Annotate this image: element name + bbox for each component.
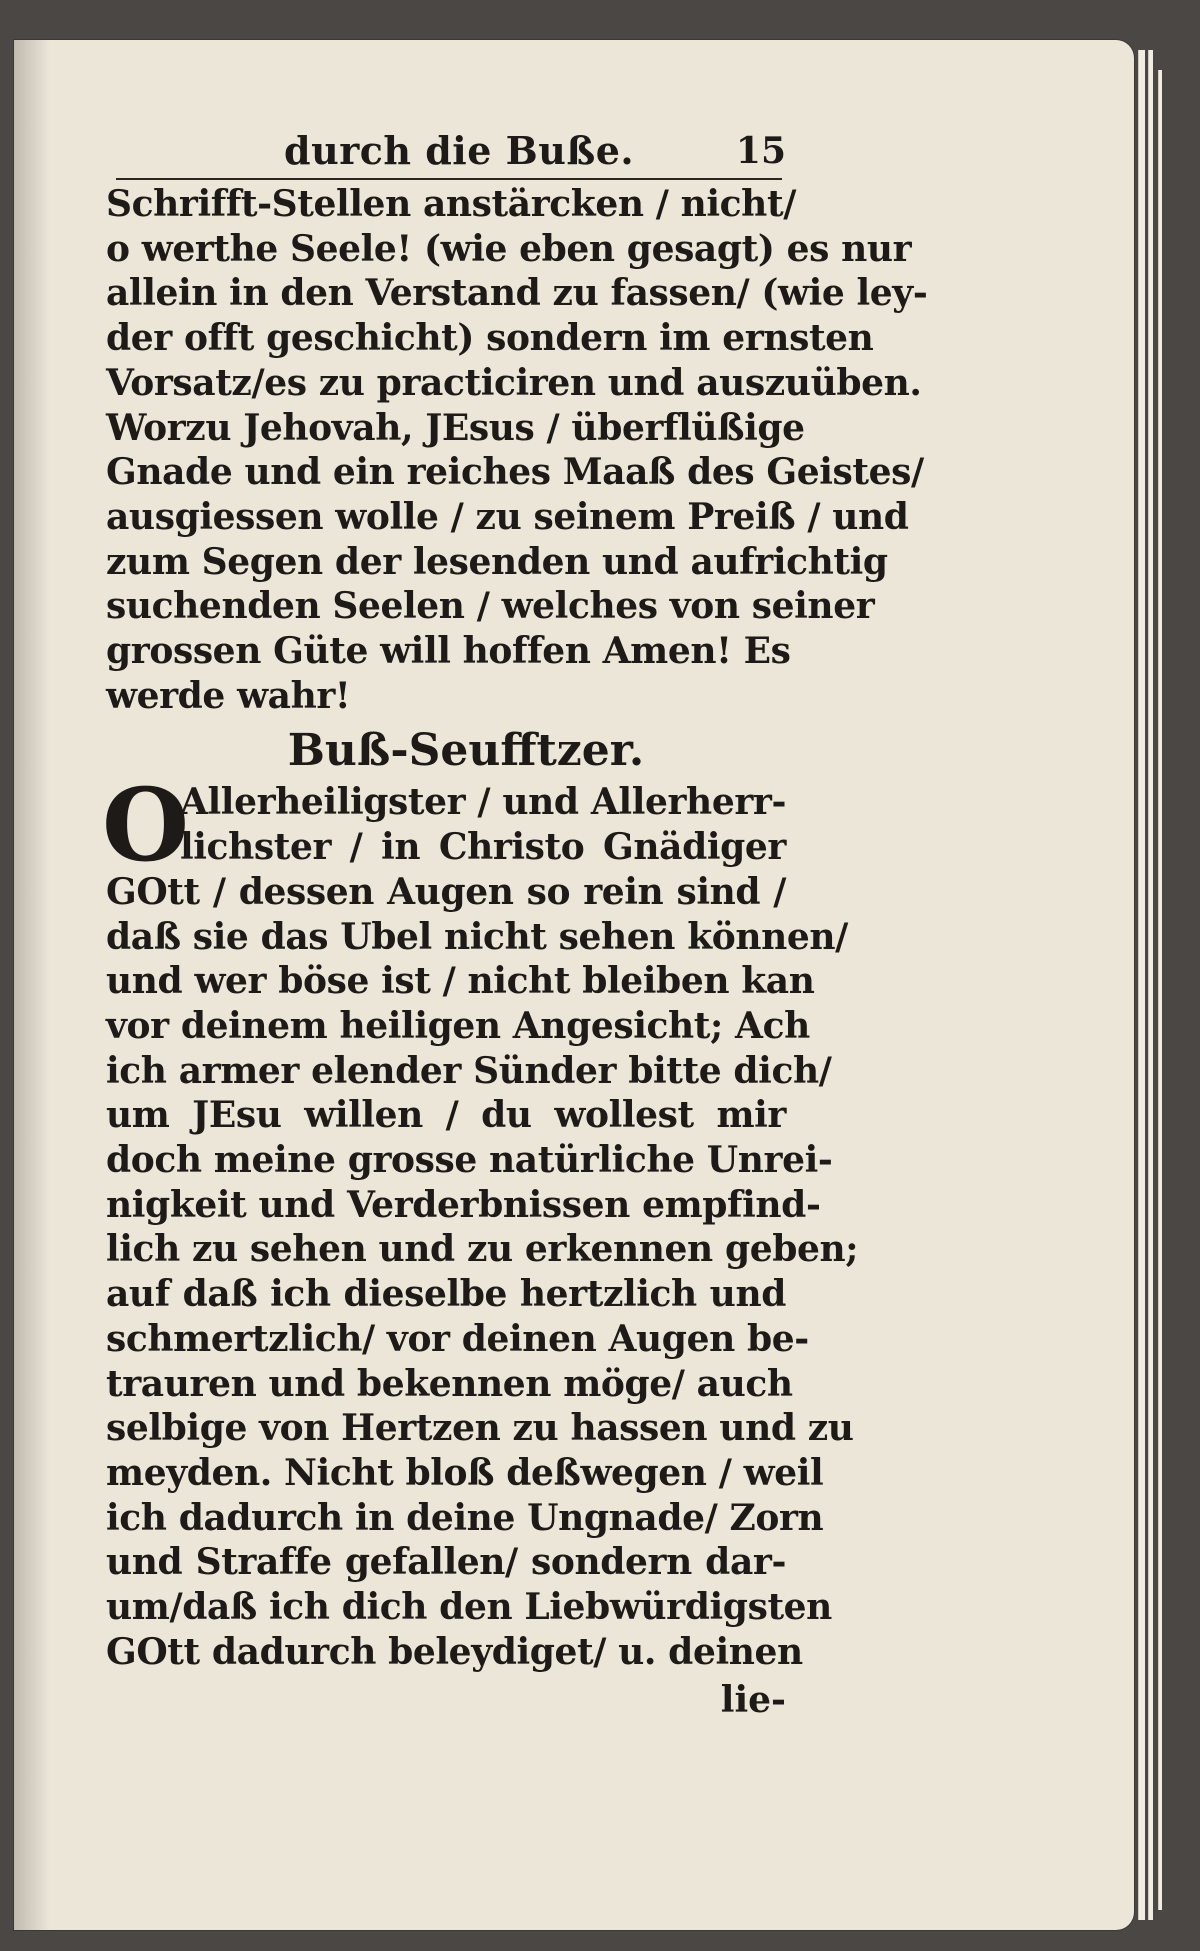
- text-line: selbige von Hertzen zu hassen und zu: [106, 1407, 854, 1450]
- gutter-shadow: [14, 40, 50, 1930]
- text-line: daß sie das Ubel nicht sehen können/: [106, 915, 848, 958]
- text-line: ich armer elender Sünder bitte dich/: [106, 1049, 832, 1092]
- text-line: ich dadurch in deine Ungnade/ Zorn: [106, 1496, 824, 1539]
- catchword: lie-: [720, 1678, 786, 1721]
- page-edge-stack: [1138, 50, 1145, 1920]
- page-edge-stack: [1148, 50, 1153, 1920]
- text-line: vor deinem heiligen Angesicht; Ach: [106, 1004, 810, 1047]
- text-line: trauren und bekennen möge/ auch: [106, 1362, 793, 1405]
- text-line: der offt geschicht) sondern im ernsten: [106, 317, 874, 360]
- header-rule: [116, 178, 782, 180]
- text-line: auf daß ich dieselbe hertzlich und: [106, 1273, 786, 1316]
- text-line: GOtt dadurch beleydiget/ u. deinen: [106, 1630, 803, 1673]
- page-number: 15: [735, 130, 786, 172]
- text-line: o werthe Seele! (wie eben gesagt) es nur: [106, 227, 912, 270]
- text-line: schmertzlich/ vor deinen Augen be-: [106, 1317, 809, 1360]
- text-line: lichster / in Christo Gnädiger: [180, 826, 786, 869]
- text-line: ausgiessen wolle / zu seinem Preiß / und: [106, 495, 909, 538]
- text-line: Allerheiligster / und Allerherr-: [180, 781, 786, 824]
- drop-initial: O: [102, 766, 190, 885]
- text-line: Worzu Jehovah, JEsus / überflüßige: [106, 406, 805, 449]
- text-block: [102, 118, 928, 1723]
- text-line: nigkeit und Verderbnissen empfind-: [106, 1183, 821, 1226]
- text-line: allein in den Verstand zu fassen/ (wie ley-: [106, 272, 928, 315]
- text-line: lich zu sehen und zu erkennen geben;: [106, 1228, 859, 1271]
- intro-paragraph: [106, 182, 928, 718]
- text-line: meyden. Nicht bloß deßwegen / weil: [106, 1451, 824, 1494]
- text-line: werde wahr!: [106, 674, 351, 717]
- text-line: zum Segen der lesenden und aufrichtig: [106, 540, 888, 583]
- text-line: und wer böse ist / nicht bleiben kan: [106, 960, 815, 1003]
- text-line: um/daß ich dich den Liebwürdigsten: [106, 1586, 832, 1629]
- page-header: [106, 118, 786, 182]
- text-line: grossen Güte will hoffen Amen! Es: [106, 630, 791, 673]
- text-line: doch meine grosse natürliche Unrei-: [106, 1139, 833, 1182]
- text-line: GOtt / dessen Augen so rein sind /: [106, 870, 786, 913]
- text-line: Schrifft-Stellen anstärcken / nicht/: [106, 183, 796, 225]
- running-head: durch die Buße.: [284, 128, 635, 173]
- text-line: und Straffe gefallen/ sondern dar-: [106, 1541, 786, 1584]
- text-line: Gnade und ein reiches Maaß des Geistes/: [106, 451, 924, 494]
- text-line: suchenden Seelen / welches von seiner: [106, 585, 875, 628]
- prayer-paragraph: [102, 766, 859, 1674]
- section-title: Buß-Seufftzer.: [287, 725, 645, 777]
- text-line: um JEsu willen / du wollest mir: [106, 1094, 786, 1137]
- text-line: Vorsatz/es zu practiciren und auszuüben.: [106, 361, 922, 404]
- page-edge-stack: [1158, 70, 1162, 1910]
